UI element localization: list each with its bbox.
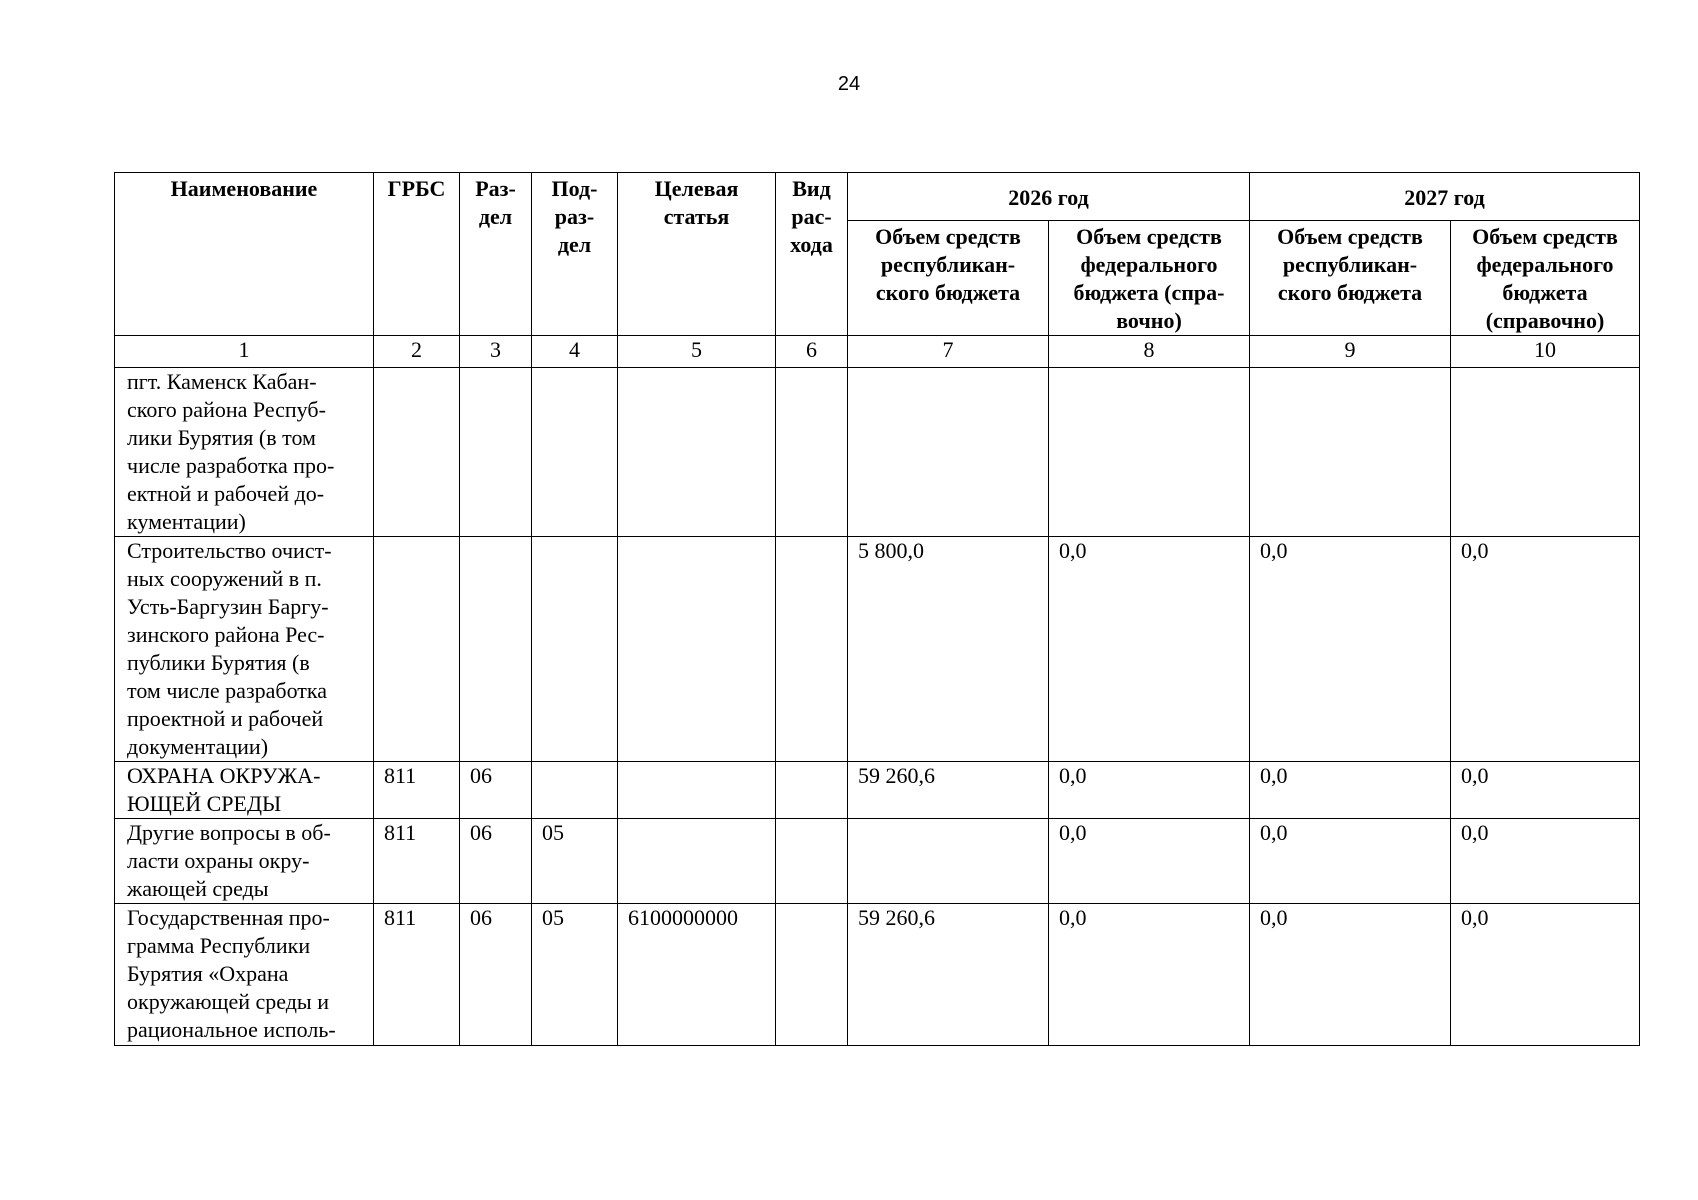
row-fed-2026: 0,0 bbox=[1049, 904, 1250, 1046]
header-grbs: ГРБС bbox=[374, 173, 460, 336]
header-year-2027: 2027 год bbox=[1250, 173, 1640, 221]
row-fed-2026: 0,0 bbox=[1049, 762, 1250, 819]
row-name: Другие вопросы в об- ласти охраны окру- жающей среды bbox=[115, 819, 374, 904]
row-target-item bbox=[618, 368, 776, 537]
row-subsection bbox=[532, 537, 618, 762]
row-rep-2027: 0,0 bbox=[1250, 762, 1451, 819]
header-subsection: Под- раз- дел bbox=[532, 173, 618, 336]
table-row bbox=[115, 904, 1640, 1046]
column-number: 6 bbox=[776, 336, 848, 368]
header-rep-budget-2026: Объем средств республикан- ского бюджета bbox=[848, 221, 1049, 336]
row-grbs bbox=[374, 368, 460, 537]
header-fed-budget-2026: Объем средств федерального бюджета (спра- вочно) bbox=[1049, 221, 1250, 336]
row-name: Строительство очист- ных сооружений в п. Усть-Баргузин Баргу- зинского района Рес- публики Бурятия (в том числе разработка проектной и рабочей документации) bbox=[115, 537, 374, 762]
header-row-top bbox=[115, 173, 1640, 221]
row-rep-2027: 0,0 bbox=[1250, 819, 1451, 904]
row-subsection: 05 bbox=[532, 904, 618, 1046]
row-fed-2027 bbox=[1451, 368, 1640, 537]
row-subsection: 05 bbox=[532, 819, 618, 904]
header-fed-budget-2027: Объем средств федерального бюджета (справочно) bbox=[1451, 221, 1640, 336]
row-subsection bbox=[532, 368, 618, 537]
row-fed-2027: 0,0 bbox=[1451, 819, 1640, 904]
column-number-row bbox=[115, 336, 1640, 368]
table-row bbox=[115, 762, 1640, 819]
row-grbs bbox=[374, 537, 460, 762]
row-rep-2027: 0,0 bbox=[1250, 904, 1451, 1046]
row-section: 06 bbox=[460, 819, 532, 904]
column-number: 2 bbox=[374, 336, 460, 368]
row-expense-type bbox=[776, 762, 848, 819]
column-number: 9 bbox=[1250, 336, 1451, 368]
header-expense-type: Вид рас- хода bbox=[776, 173, 848, 336]
column-number: 5 bbox=[618, 336, 776, 368]
row-name: пгт. Каменск Кабан- ского района Респуб- лики Бурятия (в том числе разработка про- ектной и рабочей до- кументации) bbox=[115, 368, 374, 537]
row-name: Государственная про- грамма Республики Бурятия «Охрана окружающей среды и рациональное исполь- bbox=[115, 904, 374, 1046]
row-subsection bbox=[532, 762, 618, 819]
row-grbs: 811 bbox=[374, 762, 460, 819]
row-section: 06 bbox=[460, 762, 532, 819]
row-rep-2026: 5 800,0 bbox=[848, 537, 1049, 762]
header-year-2026: 2026 год bbox=[848, 173, 1250, 221]
row-rep-2027 bbox=[1250, 368, 1451, 537]
row-fed-2026: 0,0 bbox=[1049, 537, 1250, 762]
row-target-item bbox=[618, 819, 776, 904]
row-target-item bbox=[618, 762, 776, 819]
row-expense-type bbox=[776, 819, 848, 904]
row-section: 06 bbox=[460, 904, 532, 1046]
table-row bbox=[115, 819, 1640, 904]
table-row bbox=[115, 537, 1640, 762]
row-target-item bbox=[618, 537, 776, 762]
row-grbs: 811 bbox=[374, 819, 460, 904]
header-name: Наименование bbox=[115, 173, 374, 336]
row-rep-2026 bbox=[848, 368, 1049, 537]
row-target-item: 6100000000 bbox=[618, 904, 776, 1046]
row-fed-2027: 0,0 bbox=[1451, 904, 1640, 1046]
row-expense-type bbox=[776, 368, 848, 537]
header-target-item: Целевая статья bbox=[618, 173, 776, 336]
page-number: 24 bbox=[837, 73, 861, 95]
column-number: 10 bbox=[1451, 336, 1640, 368]
row-grbs: 811 bbox=[374, 904, 460, 1046]
row-name: ОХРАНА ОКРУЖА- ЮЩЕЙ СРЕДЫ bbox=[115, 762, 374, 819]
row-fed-2026: 0,0 bbox=[1049, 819, 1250, 904]
row-section bbox=[460, 368, 532, 537]
column-number: 7 bbox=[848, 336, 1049, 368]
row-expense-type bbox=[776, 537, 848, 762]
row-rep-2026: 59 260,6 bbox=[848, 762, 1049, 819]
header-rep-budget-2027: Объем средств республикан- ского бюджета bbox=[1250, 221, 1451, 336]
column-number: 8 bbox=[1049, 336, 1250, 368]
row-rep-2026 bbox=[848, 819, 1049, 904]
row-expense-type bbox=[776, 904, 848, 1046]
row-fed-2026 bbox=[1049, 368, 1250, 537]
row-rep-2027: 0,0 bbox=[1250, 537, 1451, 762]
row-fed-2027: 0,0 bbox=[1451, 537, 1640, 762]
row-fed-2027: 0,0 bbox=[1451, 762, 1640, 819]
row-rep-2026: 59 260,6 bbox=[848, 904, 1049, 1046]
column-number: 1 bbox=[115, 336, 374, 368]
column-number: 4 bbox=[532, 336, 618, 368]
header-section: Раз- дел bbox=[460, 173, 532, 336]
column-number: 3 bbox=[460, 336, 532, 368]
table-row bbox=[115, 368, 1640, 537]
budget-table bbox=[114, 172, 1640, 1046]
row-section bbox=[460, 537, 532, 762]
